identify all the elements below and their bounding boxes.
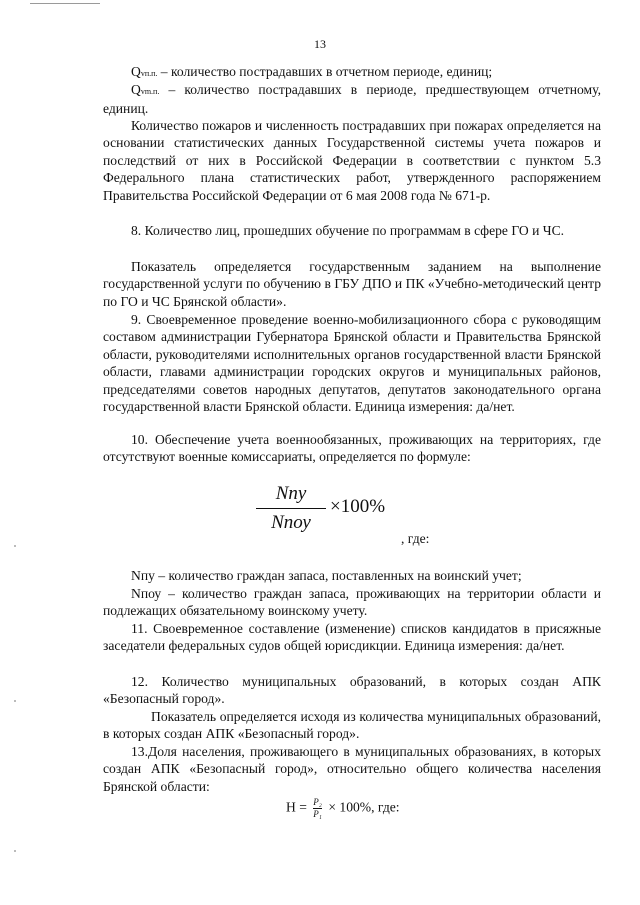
paragraph-13: 13.Доля населения, проживающего в муниципальных образованиях, в которых создан АПК «Безопасный город», относительно общего количества населения Брянской области: — [103, 744, 601, 794]
page-number: 13 — [314, 37, 326, 51]
paragraph-qvp — [103, 63, 601, 82]
qvp-symbol: Q — [131, 64, 141, 79]
scan-artifact-line — [30, 3, 100, 4]
paragraph-8-description: Показатель определяется государственным заданием на выполнение государственной услуги по обучению в ГБУ ДПО и ПК «Учебно-методический центр по ГО и ЧС Брянской области». — [103, 259, 601, 309]
formula2-numerator: P₂ — [313, 797, 322, 807]
formula-multiplier: ×100% — [330, 496, 386, 517]
definition-npy: Nпу – количество граждан запаса, поставленных на воинский учет; — [131, 568, 522, 583]
formula-numerator: Nпу — [275, 483, 307, 504]
formula-population-share — [286, 797, 400, 820]
formula2-fraction — [313, 797, 322, 820]
margin-mark — [14, 545, 16, 547]
paragraph-12-description: Показатель определяется исходя из количества муниципальных образований, в которых создан АПК «Безопасный город». — [103, 709, 601, 742]
paragraph-9: 9. Своевременное проведение военно-мобилизационного сбора с руководящим составом администрации Губернатора Брянской области и Правительства Брянской области, руководителями исполнительных органов государственной власти Брянской области, главами администрации городских округов и муниципальных районов, председателями советов народных депутатов, депутатов законодательного органа государственной власти Брянской области. Единица измерения: да/нет. — [103, 312, 601, 415]
qvp-subscript: vп.п. — [140, 69, 158, 78]
definition-npoy: Nпоу – количество граждан запаса, проживающих на территории области и подлежащих обязательному воинскому учету. — [103, 586, 601, 619]
margin-mark — [14, 850, 16, 852]
paragraph-12: 12. Количество муниципальных образований, в которых создан АПК «Безопасный город». — [103, 674, 601, 707]
paragraph-8: 8. Количество лиц, прошедших обучение по программам в сфере ГО и ЧС. — [131, 223, 565, 238]
formula2-rhs: × 100%, где: — [328, 799, 400, 815]
qvp-text: – количество пострадавших в отчетном периоде, единиц; — [157, 64, 493, 79]
formula-denominator: Nпоу — [271, 512, 311, 533]
formula-suffix: , где: — [401, 531, 430, 546]
paragraph-11: 11. Своевременное составление (изменение) списков кандидатов в присяжные заседатели федеральных судов общей юрисдикции. Единица измерения: да/нет. — [103, 621, 601, 654]
fraction-bar — [256, 508, 326, 509]
formula2-denominator: P₁ — [313, 809, 322, 819]
margin-mark — [14, 700, 16, 702]
paragraph-qvm — [103, 81, 601, 118]
formula2-lhs: Н = — [286, 799, 307, 815]
formula-fraction — [256, 482, 326, 535]
qvm-symbol: Q — [131, 82, 141, 97]
qvm-text: – количество пострадавших в периоде, предшествующем отчетному, единиц. — [103, 82, 601, 117]
qvm-subscript: vm.п. — [140, 87, 160, 96]
paragraph-fires: Количество пожаров и численность пострадавших при пожарах определяется на основании статистических данных Государственной системы учета пожаров и последствий от них в Российской Федерации в соответствии с пунктом 5.3 Федерального плана статистических работ, утвержденного распоряжением Правительства Российской Федерации от 6 мая 2008 года № 671-р. — [103, 118, 601, 203]
paragraph-10: 10. Обеспечение учета военнообязанных, проживающих на территориях, где отсутствуют военные комиссариаты, определяется по формуле: — [103, 432, 601, 465]
